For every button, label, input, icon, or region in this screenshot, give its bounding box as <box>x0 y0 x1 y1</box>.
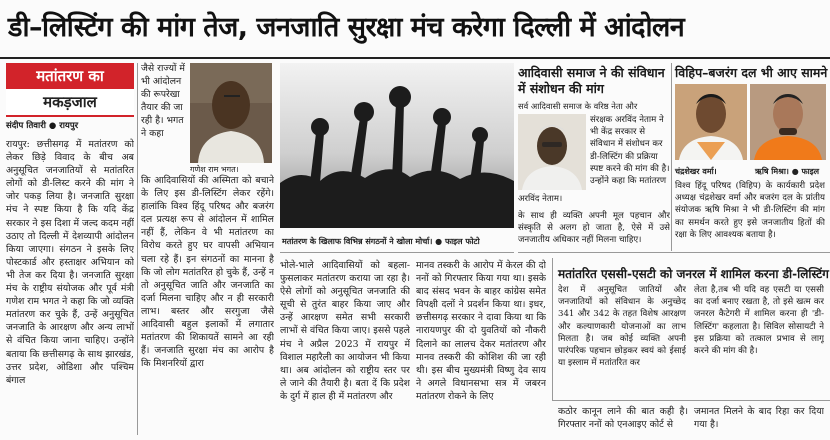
column-divider <box>137 63 138 435</box>
box2-caption-right: ऋषि मिश्रा। ● फाइल <box>755 167 820 176</box>
arvind-netam-photo <box>518 114 586 190</box>
box1-intro: सर्व आदिवासी समाज के वरिष्ठ नेता और <box>518 101 638 111</box>
box1-title: आदिवासी समाज ने की संविधान में संशोधन की मांग <box>518 65 665 96</box>
protest-main-photo <box>280 63 514 228</box>
article-column-1: रायपुर: छत्तीसगढ़ में मतांतरण को लेकर छिड़े विवाद के बीच अब अनुसूचित जनजातियों से मतांतरित लोगों को डी-लिस्ट करने की मांग ने जोर पकड़ लिया है। जनजाति सुरक्षा मंच ने स्पष्ट किया है कि यदि केंद्र सरकार ने इस दिशा में जल्द कदम नहीं उठाए तो दिल्ली में देशव्यापी आंदोलन किया जाएगा। संगठन ने इसके लिए पोस्टकार्ड और हस्ताक्षर अभियान को भी तेज कर दिया है। जनजाति सुरक्षा मंच के राष्ट्रीय संयोजक और पूर्व मंत्री गणेश राम भगत ने कहा कि जो व्यक्ति मतांतरण कर चुके हैं, उन्हें अनुसूचित जनजाति के आरक्षण और अन्य लाभों से वंचित किया जाना चाहिए। उन्होंने बताया कि छत्तीसगढ़ के साथ झारखंड, उत्तर प्रदेश, ओडिशा और पश्चिम बंगाल <box>6 139 134 386</box>
box-divider <box>671 63 672 251</box>
bottom-continued-left: कठोर कानून लाने की बात कही है। गिरफ्तार ननों को एनआइए कोर्ट से <box>558 406 688 431</box>
box3-left-text: देश में अनुसूचित जातियों और जनजातियों को संविधान के अनुच्छेद 341 और 342 के तहत विशेष आरक्षण और कल्याणकारी योजनाओं का लाभ मिलता है। जब कोई व्यक्ति अपनी पारंपरिक पहचान छोड़कर स्वयं को ईसाई या इस्लाम में मतांतरित कर <box>558 285 686 369</box>
box1-photo-caption: अरविंद नेताम। <box>518 194 563 204</box>
photo-caption-bhagat: गणेश राम भगत। <box>190 165 239 174</box>
box3-title: मतांतरित एससी-एसटी को जनरल में शामिल करना डी-लिस्टिंग <box>558 267 829 281</box>
box1-bottom-text: के साथ ही व्यक्ति अपनी मूल पहचान और संस्कृति से अलग हो जाता है, ऐसे में उसे जनजातीय अधिकार नहीं मिलना चाहिए। <box>518 211 670 246</box>
headline: डी–लिस्टिंग की मांग तेज, जनजाति सुरक्षा मंच करेगा दिल्ली में आंदोलन <box>8 12 685 43</box>
ganesh-ram-bhagat-photo <box>190 63 272 163</box>
caption-rule <box>280 252 514 253</box>
box2-body: विश्व हिंदू परिषद (विहिप) के कार्यकारी प्रदेश अध्यक्ष चंद्रशेखर वर्मा और बजरंग दल के प्रांतीय संयोजक ऋषि मिश्रा ने भी डी-लिस्टिंग की मांग का समर्थन करते हुए इसे जनजातीय हितों की रक्षा के लिए आवश्यक बताया है। <box>675 181 825 240</box>
box2-caption-left: चंद्रशेखर वर्मा। <box>675 167 717 176</box>
box2-title: विहिप–बजरंग दल भी आए सामने <box>675 65 828 80</box>
box3-left-rule <box>552 258 553 400</box>
box3-right-text: लेता है,तब भी यदि वह एसटी या एससी का दर्जा बनाए रखता है, तो इसे खत्म कर जनरल कैटेगरी में शामिल करना ही 'डी-लिस्टिंग' कहलाता है। सिविल सोसायटी ने इस प्रक्रिया को तत्काल प्रभाव से लागू करने की मांग की है। <box>694 285 824 357</box>
kicker-line1: मतांतरण का <box>6 63 134 89</box>
article-column-4: मानव तस्करी के आरोप में केरल की दो ननों को गिरफ्तार किया गया था। इसके बाद संसद भवन के बाहर कांग्रेस समेत विपक्षी दलों ने प्रदर्शन किया था। इधर, छत्तीसगढ़ सरकार ने दावा किया था कि नारायणपुर की दो युवतियों को नौकरी दिलाने का लालच देकर मतांतरण और मानव तस्करी की कोशिश की जा रही थी। इस बीच मुख्यमंत्री विष्णु देव साय ने अगले विधानसभा सत्र में जबरन मतांतरण रोकने के लिए <box>416 260 546 402</box>
bottom-rule <box>552 400 830 401</box>
kicker-line2: मकड़जाल <box>6 89 134 117</box>
rishi-mishra-photo <box>750 84 826 160</box>
headline-rule <box>0 57 830 59</box>
article-column-2: कि आदिवासियों की अस्मिता को बचाने के लिए इस डी-लिस्टिंग लेकर रहेंगे। हालांकि विश्व हिंदू परिषद और बजरंग दल प्रत्यक्ष रूप से आंदोलन में शामिल नहीं हैं, लेकिन वे भी मतांतरण का विरोध करते हुए घर वापसी अभियान चला रहे हैं। इन संगठनों का मानना है कि जो लोग मतांतरित हो चुके हैं, उन्हें न तो अनुसूचित जाति और जनजाति का दर्जा मिलना चाहिए और न ही सरकारी लाभ। बस्तर और सरगुजा जैसे आदिवासी बहुल इलाकों में लगातार मतांतरण की शिकायतें सामने आ रही हैं। जनजाति सुरक्षा मंच का आरोप है कि मिशनरियों द्वारा <box>141 175 274 370</box>
byline: संदीप तिवारी ● रायपुर <box>6 121 79 131</box>
chandrashekhar-verma-photo <box>675 84 747 160</box>
bottom-continued-right: जमानत मिलने के बाद रिहा कर दिया गया है। <box>694 406 824 431</box>
box-bottom-rule <box>518 252 830 253</box>
box1-side-text: संरक्षक अरविंद नेताम ने भी केंद्र सरकार से संविधान में संशोधन कर डी-लिस्टिंग की प्रक्रिया स्पष्ट करने की मांग की है। उन्होंने कहा कि मतांतरण <box>590 115 670 187</box>
main-photo-caption: मतांतरण के खिलाफ विभिन्न संगठनों ने खोला मोर्चा। ● फाइल फोटो <box>282 237 480 246</box>
article-column-2-top: जैसे राज्यों में भी आंदोलन की रूपरेखा तैयार की जा रही है। भगत ने कहा <box>141 63 185 140</box>
article-column-3: भोले-भाले आदिवासियों को बहला-फुसलाकर मतांतरण कराया जा रहा है। ऐसे लोगों को अनुसूचित जनजाति की सूची से तुरंत बाहर किया जाए और उन्हें आरक्षण समेत सभी सरकारी लाभों से वंचित किया जाए। इससे पहले मंच ने अप्रैल 2023 में रायपुर में विशाल महारैली का आयोजन भी किया था। अब आंदोलन को राष्ट्रीय स्तर पर ले जाने की तैयारी है। बता दें कि प्रदेश के दुर्ग में हाल ही में मतांतरण और <box>280 260 410 402</box>
